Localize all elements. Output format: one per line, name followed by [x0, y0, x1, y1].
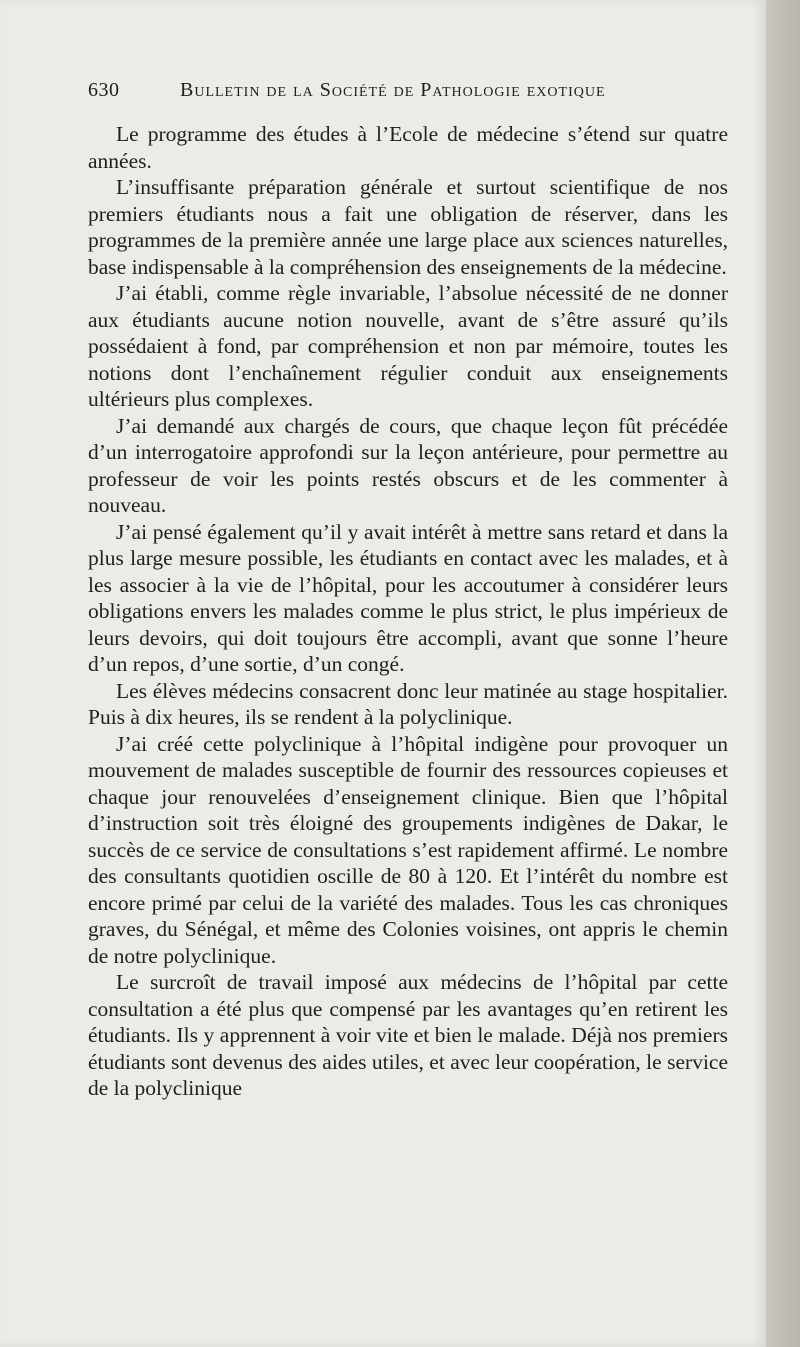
running-head: Bulletin de la Société de Pathologie exotique: [180, 79, 606, 101]
paragraph: J’ai établi, comme règle invariable, l’absolue nécessité de ne donner aux étudiants aucune notion nouvelle, avant de s’être assuré qu’ils possédaient à fond, par compréhension et non par mémoire, toutes les notions dont l’enchaînement régulier conduit aux enseignements ultérieurs plus complexes.: [88, 281, 728, 411]
paragraph: Le surcroît de travail imposé aux médecins de l’hôpital par cette consultation a été plus que compensé par les avantages qu’en retirent les étudiants. Ils y apprennent à voir vite et bien le malade. Déjà nos premiers étudiants sont devenus des aides utiles, et avec leur coopération, le service de la polyclinique: [88, 970, 728, 1100]
paragraph: L’insuffisante préparation générale et surtout scientifique de nos premiers étudiants nous a fait une obligation de réserver, dans les programmes de la première année une large place aux sciences naturelles, base indispensable à la compréhension des enseignements de la médecine.: [88, 175, 728, 279]
paragraph: Les élèves médecins consacrent donc leur matinée au stage hospitalier. Puis à dix heures, ils se rendent à la polyclinique.: [88, 678, 728, 729]
paragraph: J’ai demandé aux chargés de cours, que chaque leçon fût précédée d’un interrogatoire approfondi sur la leçon antérieure, pour permettre au professeur de voir les points restés obscurs et de les commenter à nouveau.: [88, 413, 728, 517]
paragraph: Le programme des études à l’Ecole de médecine s’étend sur quatre années.: [88, 122, 728, 173]
paragraph: J’ai créé cette polyclinique à l’hôpital indigène pour provoquer un mouvement de malades susceptible de fournir des ressources copieuses et chaque jour renouvelées d’enseignement clinique. Bien que l’hôpital d’instruction soit très éloigné des groupements indigènes de Dakar, le succès de ce service de consultations s’est rapidement affirmé. Le nombre des consultants quotidien oscille de 80 à 120. Et l’intérêt du nombre est encore primé par celui de la variété des malades. Tous les cas chroniques graves, du Sénégal, et même des Colonies voisines, ont appris le chemin de notre polyclinique.: [88, 731, 728, 968]
page-header: [88, 79, 730, 107]
body-text: [88, 121, 728, 1102]
paragraph: J’ai pensé également qu’il y avait intérêt à mettre sans retard et dans la plus large mesure possible, les étudiants en contact avec les malades, et à les associer à la vie de l’hôpital, pour les accoutumer à considérer leurs obligations envers les malades comme le plus strict, le plus impérieux de leurs devoirs, qui doit toujours être accompli, avant que sonne l’heure d’un repos, d’une sortie, d’un congé.: [88, 519, 728, 676]
page-edge-shadow: [766, 0, 800, 1347]
page-number: 630: [88, 79, 120, 101]
